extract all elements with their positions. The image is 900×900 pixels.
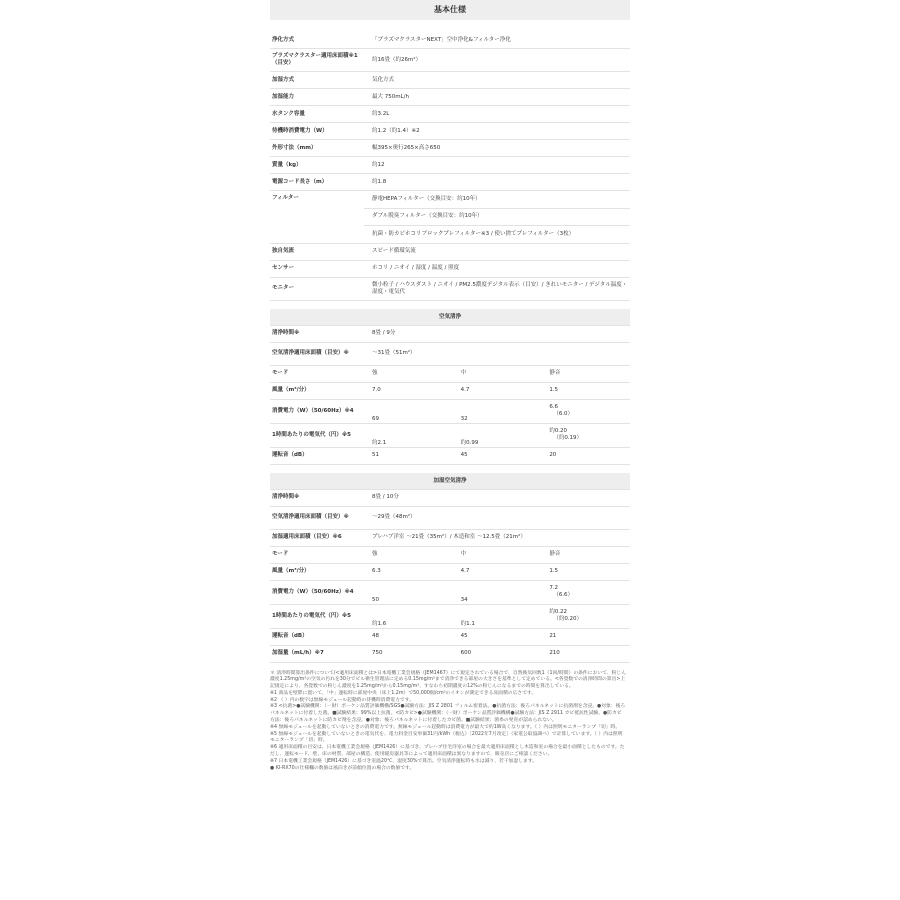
mode-value [364, 399, 453, 423]
spec-key: 待機時消費電力（W） [270, 123, 364, 140]
spec-value: 8畳 / 9分 [364, 326, 630, 343]
mode-value [453, 382, 542, 399]
footnote: ※2 （ ）内の数字は無線モジュール起動時の待機時消費電力です。 [270, 697, 414, 703]
spec-key: 外形寸法（mm） [270, 140, 364, 157]
mode-value [453, 423, 542, 447]
mode-value [453, 447, 542, 464]
mode-value [453, 399, 542, 423]
cell-text: 中 [460, 370, 467, 376]
footnote: ※7 日本電機工業会規格（JEM1426）に基づき室温20℃、湿度30%で算出。空気清浄運転時も水は減り、若干加湿します。 [270, 758, 538, 764]
mode-value [364, 365, 453, 382]
cell-text: 4.7 [460, 568, 470, 574]
spec-value: 静電HEPAフィルター（交換目安：約10年） [364, 191, 630, 209]
spec-key [270, 563, 364, 580]
mode-value [541, 382, 630, 399]
spec-value: ～31畳（51m²） [364, 342, 630, 365]
page-title: 基本仕様 [270, 0, 630, 20]
cell-text: 静音 [549, 370, 561, 376]
cell-subtext: （約0.20） [553, 616, 583, 622]
mode-value [541, 447, 630, 464]
cell-text: 51 [372, 452, 379, 458]
mode-value [364, 628, 453, 645]
humid-table [270, 490, 630, 663]
mode-value [364, 563, 453, 580]
spec-key: 水タンク容量 [270, 106, 364, 123]
mode-value [453, 563, 542, 580]
spec-key [270, 580, 364, 604]
cell-text: モード [272, 370, 289, 376]
air-table [270, 326, 630, 465]
spec-value: 幅395×奥行265×高さ650 [364, 140, 630, 157]
footnote: ※5 無線モジュールを起動していないときの電気代を、電力料金目安単価31円/kWh（税込）［2022年7月改定］（家電公取協調べ）で計算しています。（ ）内は照明モニターランプ「切」時。 [270, 731, 623, 744]
mode-value [541, 546, 630, 563]
cell-text: 運転音（dB） [272, 452, 308, 458]
spec-key: 加湿能力 [270, 89, 364, 106]
mode-value [541, 563, 630, 580]
footnote: ● KI-RX70の仕様欄の数値は風向きが前傾位置の場合の数値です。 [270, 765, 415, 771]
cell-text: 約0.99 [460, 439, 479, 446]
spec-value: 約12 [364, 157, 630, 174]
spec-key: 浄化方式 [270, 32, 364, 49]
mode-value [541, 423, 630, 447]
mode-value [364, 580, 453, 604]
spec-key [270, 546, 364, 563]
spec-key: 加湿適用床面積（目安）※6 [270, 529, 364, 546]
spec-value: スピード循環気流 [364, 243, 630, 260]
cell-text: 210 [549, 650, 560, 656]
spec-value: ホコリ / ニオイ / 湿度 / 温度 / 照度 [364, 260, 630, 277]
cell-text: 約1.6 [372, 620, 387, 627]
cell-text: 消費電力（W）（50/60Hz）※4 [272, 407, 354, 414]
cell-subtext: （6.6） [553, 592, 574, 598]
cell-text: 約1.1 [460, 620, 475, 627]
mode-value [541, 604, 630, 628]
spec-value: 気化方式 [364, 72, 630, 89]
mode-value [541, 645, 630, 662]
cell-text: 約2.1 [372, 439, 387, 446]
mode-value [453, 604, 542, 628]
spec-value: 約16畳（約26m²） [364, 49, 630, 72]
spec-key: 電源コード長さ（m） [270, 174, 364, 191]
mode-value [364, 645, 453, 662]
mode-value [541, 628, 630, 645]
cell-text: 1時間あたりの電気代（円）※5 [272, 431, 352, 438]
cell-text: 50 [372, 596, 379, 603]
cell-text: 1.5 [549, 387, 559, 393]
cell-text: 風量（m³/分） [272, 387, 310, 393]
spec-key [270, 399, 364, 423]
spec-key: 清浄時間※ [270, 490, 364, 507]
cell-text: 強 [372, 370, 378, 376]
cell-subtext: （約0.19） [553, 435, 583, 441]
spec-value: 8畳 / 10分 [364, 490, 630, 507]
cell-text: 34 [460, 596, 468, 603]
mode-value [453, 628, 542, 645]
spec-value: ダブル脱臭フィルター（交換目安：約10年） [364, 208, 630, 226]
spec-key [270, 382, 364, 399]
spec-value: 抗菌・防カビホコリブロックプレフィルター※3 / 使い捨てプレフィルター（3枚） [364, 226, 630, 244]
cell-text: 消費電力（W）（50/60Hz）※4 [272, 588, 354, 595]
spec-key: 質量（kg） [270, 157, 364, 174]
cell-text: 4.7 [460, 387, 470, 393]
cell-text: 風量（m³/分） [272, 568, 310, 574]
cell-text: 21 [549, 633, 557, 639]
cell-text: 7.0 [372, 387, 381, 393]
spec-key: プラズマクラスター適用床面積※1（目安） [270, 49, 364, 72]
spec-key: モニター [270, 277, 364, 300]
cell-text: 45 [460, 633, 468, 639]
cell-text: 69 [372, 415, 379, 422]
spec-sheet [270, 0, 630, 772]
mode-value [364, 604, 453, 628]
cell-text: 45 [460, 452, 468, 458]
spec-key [270, 447, 364, 464]
mode-value [364, 423, 453, 447]
cell-text: 48 [372, 633, 379, 639]
footnote: ※6 適用床面積の目安は、日本電機工業会規格（JEM1426）に基づき、プレハブ住宅洋室の場合を最大適用床面積とし木造和室の場合を最小面積としたものです。ただし、運転モード、壁、床の材質、部屋の構造、使用暖房器具等によって適用床面積は異なりますので、販売店にご相談ください。 [270, 745, 625, 758]
spec-key: フィルター [270, 191, 364, 244]
cell-text: 32 [460, 415, 468, 422]
spec-value: プレハブ洋室 ～21畳（35m²）/ 木造和室 ～12.5畳（21m²） [364, 529, 630, 546]
cell-text: 20 [549, 452, 557, 458]
mode-value [364, 382, 453, 399]
cell-text: 強 [372, 551, 378, 557]
cell-text: モード [272, 551, 289, 557]
footnote: ＊ 清浄時間算出条件について/<適用床面積とは>日本電機工業会規格（JEM1467）にて規定されている場合で、自然換気回数1（1回/時間）の条件において、粉じん濃度1.25mg/m³の空気の汚れを30分でビル衛生管理法に定める0.15mg/m³まで清浄できる部屋の大きさを基準として定めている。<各畳数での清浄時間の算出>上記規定により、各畳数での粉じん濃度を1.25mg/m³から0.15mg/m³、すなわち初期濃度の12%の粉じんになるまでの時間を算出している。 [270, 670, 627, 690]
spec-value: ～29畳（48m²） [364, 506, 630, 529]
cell-text: 750 [372, 650, 383, 656]
mode-value [453, 580, 542, 604]
cell-text: 6.3 [372, 568, 381, 574]
mode-value [453, 645, 542, 662]
spec-key: 清浄時間※ [270, 326, 364, 343]
section-title-humid: 加湿空気清浄 [270, 473, 630, 490]
cell-text: 中 [460, 551, 467, 557]
cell-text: 運転音（dB） [272, 633, 308, 639]
spec-key: 加湿方式 [270, 72, 364, 89]
spec-key [270, 604, 364, 628]
basic-spec-table [270, 32, 630, 301]
spec-value: 「プラズマクラスターNEXT」空中浄化&フィルター浄化 [364, 32, 630, 49]
footnote: ※4 無線モジュールを起動していないときの消費電力です。無線モジュール起動時は消費電力が最大で約1W高くなります。（ ）内は照明モニターランプ「切」時。 [270, 724, 621, 730]
cell-text: 約0.20 [549, 428, 568, 434]
mode-value [541, 580, 630, 604]
section-title-air: 空気清浄 [270, 309, 630, 326]
footnote: ※3 <抗菌>●試験機関：（一財）ボーケン品質評価機構/SGS●試験方法：JIS Z 2801 フィルム密着法。●抗菌方法：後ろパネルネットに抗菌剤を含浸。●対象：後ろパネルネットに付着した菌。■試験結果：99%以上抗菌。<防カビ>●試験機関：（一財）ボーケン品質評価機構●試験方法：JIS Z 2911 カビ抵抗性試験。●防カビ方法：後ろパネルネットに防カビ剤を含浸。●対象：後ろパネルネットに付着したカビ菌。■試験結果：菌糸の発育が認められない。 [270, 704, 626, 724]
spec-value: 約1.2（約1.4）※2 [364, 123, 630, 140]
footnote: ※1 商品を壁際に置いて、「中」運転時に部屋中央（床上1.2m）で50,000個/cm³のイオンが測定できる床面積の広さです。 [270, 690, 537, 696]
mode-value [453, 365, 542, 382]
mode-value [453, 546, 542, 563]
spec-key [270, 628, 364, 645]
cell-text: 6.6 [549, 404, 559, 410]
cell-subtext: （6.0） [553, 411, 574, 417]
cell-text: 約0.22 [549, 609, 568, 615]
spec-key [270, 423, 364, 447]
spec-key: 空気清浄適用床面積（目安）※ [270, 342, 364, 365]
spec-key: 独自気流 [270, 243, 364, 260]
cell-text: 7.2 [549, 585, 559, 591]
spec-value: 約1.8 [364, 174, 630, 191]
cell-text: 1.5 [549, 568, 559, 574]
spec-key [270, 365, 364, 382]
cell-text: 600 [460, 650, 472, 656]
cell-text: 1時間あたりの電気代（円）※5 [272, 612, 352, 619]
mode-value [541, 365, 630, 382]
spec-key: センサー [270, 260, 364, 277]
cell-text: 加湿量（mL/h）※7 [272, 650, 324, 656]
spec-value: 微小粒子 / ハウスダスト / ニオイ / PM2.5濃度デジタル表示（目安）/ きれいモニター / デジタル温度・湿度・電気代 [364, 277, 630, 300]
spec-key [270, 645, 364, 662]
spec-value: 最大 750mL/h [364, 89, 630, 106]
spec-key: 空気清浄適用床面積（目安）※ [270, 506, 364, 529]
footnotes [270, 671, 630, 773]
mode-value [364, 447, 453, 464]
mode-value [364, 546, 453, 563]
mode-value [541, 399, 630, 423]
spec-value: 約3.2L [364, 106, 630, 123]
cell-text: 静音 [549, 551, 561, 557]
